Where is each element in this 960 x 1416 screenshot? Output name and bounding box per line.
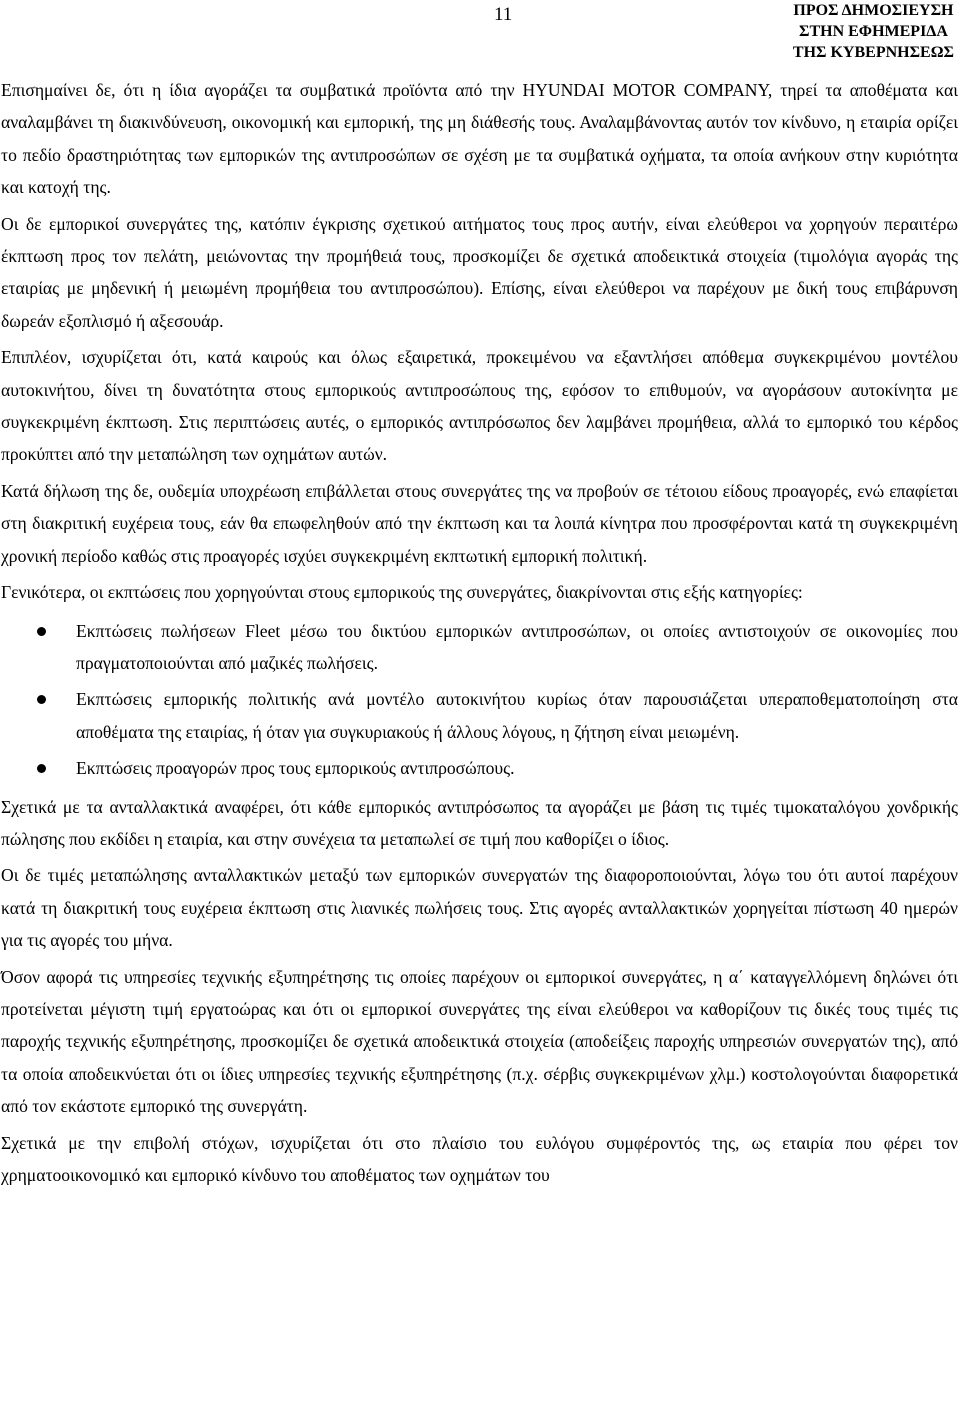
bullet-icon [37,695,46,704]
paragraph: Σχετικά με τα ανταλλακτικά αναφέρει, ότι κάθε εμπορικός αντιπρόσωπος τα αγοράζει με βάση τις τιμές τιμοκαταλόγου χονδρικής πώλησης που εκδίδει η εταιρία, και στην συνέχεια τα μεταπωλεί σε τιμή που καθορίζει ο ίδιος. [1,796,958,849]
bullet-icon [37,764,46,773]
list-item [1,752,958,784]
paragraph: Οι δε τιμές μεταπώλησης ανταλλακτικών μεταξύ των εμπορικών συνεργατών της διαφοροποιούνται, λόγω του ότι αυτοί παρέχουν κατά τη διακριτική τους ευχέρεια έκπτωση στις λιανικές πωλήσεις τους. Στις αγορές ανταλλακτικών χορηγείται πίστωση 40 ημερών για τις αγορές του μήνα. [1,865,958,951]
stamp-line-3: ΤΗΣ ΚΥΒΕΡΝΗΣΕΩΣ [792,44,954,61]
paragraph: Σχετικά με την επιβολή στόχων, ισχυρίζεται ότι στο πλαίσιο του ευλόγου συμφέροντός της, ως εταιρία που φέρει τον χρηματοοικονομικό και εμπορικό κίνδυνο του αποθέματος των οχημάτων του [1,1132,958,1185]
list-item [1,683,958,748]
list-item-text: Εκπτώσεις εμπορικής πολιτικής ανά μοντέλο αυτοκινήτου κυρίως όταν παρουσιάζεται υπεραποθεματοποίηση στα αποθέματα της εταιρίας, ή όταν για συγκυριακούς ή άλλους λόγους, η ζήτηση είναι μειωμένη. [76,689,958,742]
paragraph: Γενικότερα, οι εκπτώσεις που χορηγούνται στους εμπορικούς της συνεργάτες, διακρίνονται στις εξής κατηγορίες: [1,582,803,603]
paragraph: Κατά δήλωση της δε, ουδεμία υποχρέωση επιβάλλεται στους συνεργάτες της να προβούν σε τέτοιου είδους προαγορές, ενώ επαφίεται στη διακριτική ευχέρεια τους, εάν θα επωφεληθούν από την έκπτωση και τα λοιπά κίνητρα που προσφέρονται κατά τη συγκεκριμένη χρονική περίοδο καθώς στις προαγορές ισχύει συγκεκριμένη εκπτωτική εμπορική πολιτική. [1,480,958,566]
paragraph: Όσον αφορά τις υπηρεσίες τεχνικής εξυπηρέτησης τις οποίες παρέχουν οι εμπορικοί συνεργάτες, η α΄ καταγγελλόμενη δηλώνει ότι προτείνεται μέγιστη τιμή εργατοώρας και ότι οι εμπορικοί συνεργάτες της είναι ελεύθεροι να καθορίζουν τις δικές τους τιμές τις παροχής τεχνικής εξυπηρέτησης, προσκομίζει δε σχετικά αποδεικτικά στοιχεία (αποδείξεις παροχής υπηρεσιών συνεργατών της), από τα οποία αποδεικνύεται ότι οι ίδιες υπηρεσίες τεχνικής εξυπηρέτησης (π.χ. σέρβις συγκεκριμένων χλμ.) κοστολογούνται διαφορετικά από τον εκάστοτε εμπορικό της συνεργάτη. [1,966,958,1117]
discount-categories-list [1,615,958,785]
paragraph: Επισημαίνει δε, ότι η ίδια αγοράζει τα συμβατικά προϊόντα από την HYUNDAI MOTOR COMPANY, τηρεί τα αποθέματα και αναλαμβάνει τη διακινδύνευση, οικονομική και εμπορική, της μη διάθεσής τους. Αναλαμβάνοντας αυτόν τον κίνδυνο, η εταιρία ορίζει το πεδίο δραστηριότητας των εμπορικών της αντιπροσώπων σε σχέση με τα συμβατικά οχήματα, τα οποία ανήκουν στην κυριότητα και κατοχή της. [1,80,958,198]
bullet-icon [37,627,46,636]
document-body [1,74,958,1191]
paragraph: Επιπλέον, ισχυρίζεται ότι, κατά καιρούς και όλως εξαιρετικά, προκειμένου να εξαντλήσει απόθεμα συγκεκριμένου μοντέλου αυτοκινήτου, δίνει τη δυνατότητα στους εμπορικούς αντιπροσώπους της, εφόσον το επιθυμούν, να αγοράσουν αυτοκίνητα με συγκεκριμένη έκπτωση. Στις περιπτώσεις αυτές, ο εμπορικός αντιπρόσωπος δεν λαμβάνει προμήθεια, αλλά το εμπορικό του κέρδος προκύπτει από την μεταπώληση των οχημάτων αυτών. [1,347,958,465]
paragraph: Οι δε εμπορικοί συνεργάτες της, κατόπιν έγκρισης σχετικού αιτήματος τους προς αυτήν, είναι ελεύθεροι να χορηγούν περαιτέρω έκπτωση προς τον πελάτη, μειώνοντας την προμήθειά τους, προσκομίζει δε σχετικά αποδεικτικά στοιχεία (τιμολόγια αγοράς της εταιρίας με μηδενική ή μειωμένη προμήθεια του αντιπροσώπου). Επίσης, είναι ελεύθεροι να παρέχουν με δική τους επιβάρυνση δωρεάν εξοπλισμό ή αξεσουάρ. [1,213,958,331]
list-item [1,615,958,680]
page-number: 11 [494,4,513,25]
stamp-line-2: ΣΤΗΝ ΕΦΗΜΕΡΙΔΑ [799,23,948,40]
publication-stamp [793,0,954,63]
list-item-text: Εκπτώσεις προαγορών προς τους εμπορικούς αντιπροσώπους. [76,758,515,779]
stamp-line-1: ΠΡΟΣ ΔΗΜΟΣΙΕΥΣΗ [793,2,954,19]
list-item-text: Εκπτώσεις πωλήσεων Fleet μέσω του δικτύου εμπορικών αντιπροσώπων, οι οποίες αντιστοιχούν σε οικονομίες που πραγματοποιούνται από μαζικές πωλήσεις. [76,620,958,673]
